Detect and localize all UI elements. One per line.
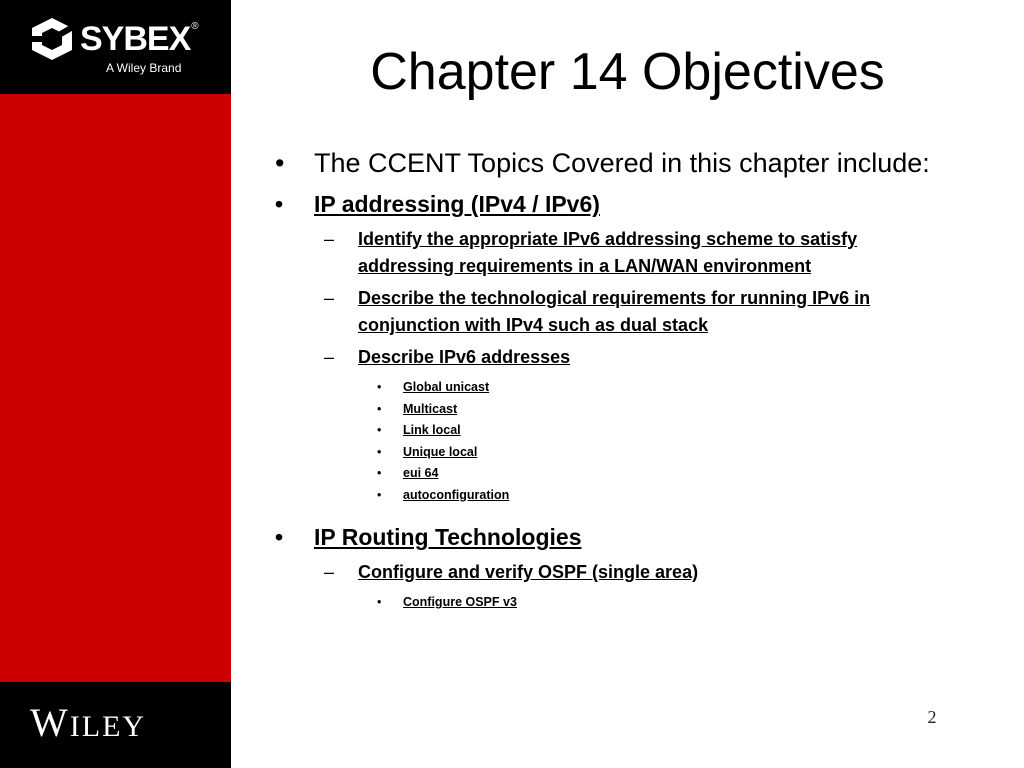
sub-bullet-link[interactable]: Configure and verify OSPF (single area) xyxy=(358,562,699,582)
bullet-link[interactable]: IP addressing (IPv4 / IPv6) xyxy=(314,191,600,217)
page-number: 2 xyxy=(927,707,937,727)
sub-bullet-ipv6-addresses[interactable] xyxy=(272,344,952,371)
slide-body xyxy=(272,143,952,614)
item-link[interactable]: Unique local xyxy=(403,444,478,459)
dash-marker: – xyxy=(324,229,335,249)
dash-marker: – xyxy=(324,562,335,582)
bullet-ccent-topics xyxy=(272,143,952,183)
sybex-cube-icon xyxy=(28,16,76,62)
sybex-wordmark: SYBEX® xyxy=(80,20,198,58)
bullet-marker: • xyxy=(275,524,284,550)
bullet-ip-routing[interactable] xyxy=(272,520,952,554)
item-link[interactable]: autoconfiguration xyxy=(403,487,510,502)
item-multicast[interactable] xyxy=(272,399,952,421)
bullet-marker: • xyxy=(275,191,284,217)
bullet-marker: • xyxy=(377,466,382,480)
bullet-text: The CCENT Topics Covered in this chapter include: xyxy=(314,148,930,178)
item-link[interactable]: Configure OSPF v3 xyxy=(403,595,517,609)
item-global-unicast[interactable] xyxy=(272,377,952,399)
sybex-brand-band xyxy=(0,0,231,94)
sub-bullet-dual-stack[interactable] xyxy=(272,285,952,339)
sybex-logo xyxy=(28,16,208,78)
item-link[interactable]: Link local xyxy=(403,423,461,437)
item-link[interactable]: eui 64 xyxy=(403,466,439,480)
bullet-ip-addressing[interactable] xyxy=(272,187,952,221)
bullet-marker: • xyxy=(377,487,382,502)
dash-marker: – xyxy=(324,288,335,308)
item-autoconfiguration[interactable] xyxy=(272,485,952,507)
bullet-marker: • xyxy=(377,595,382,609)
item-link-local[interactable] xyxy=(272,420,952,442)
item-link[interactable]: Multicast xyxy=(403,401,458,416)
slide-title: Chapter 14 Objectives xyxy=(370,43,885,101)
bullet-marker: • xyxy=(377,444,382,459)
bullet-marker: • xyxy=(275,148,285,178)
sub-bullet-ospf[interactable] xyxy=(272,559,952,586)
wiley-brand-band xyxy=(0,682,231,768)
sub-bullet-link[interactable]: Identify the appropriate IPv6 addressing scheme to satisfy addressing requirements in a LAN/WAN environment xyxy=(358,229,858,276)
sub-bullet-link[interactable]: Describe IPv6 addresses xyxy=(358,347,571,367)
bullet-link[interactable]: IP Routing Technologies xyxy=(314,524,582,550)
item-unique-local[interactable] xyxy=(272,442,952,464)
sub-bullet-link[interactable]: Describe the technological requirements for running IPv6 in conjunction with IPv4 such as dual stack xyxy=(358,288,871,335)
item-eui-64[interactable] xyxy=(272,463,952,485)
sub-bullet-ipv6-scheme[interactable] xyxy=(272,226,952,280)
item-ospf-v3[interactable] xyxy=(272,592,952,614)
item-link[interactable]: Global unicast xyxy=(403,380,490,394)
bullet-marker: • xyxy=(377,401,382,416)
bullet-marker: • xyxy=(377,380,382,394)
red-sidebar xyxy=(0,0,231,768)
bullet-marker: • xyxy=(377,423,382,437)
sybex-tagline: A Wiley Brand xyxy=(106,61,182,75)
dash-marker: – xyxy=(324,347,335,367)
wiley-logo: WILEY xyxy=(30,700,147,745)
